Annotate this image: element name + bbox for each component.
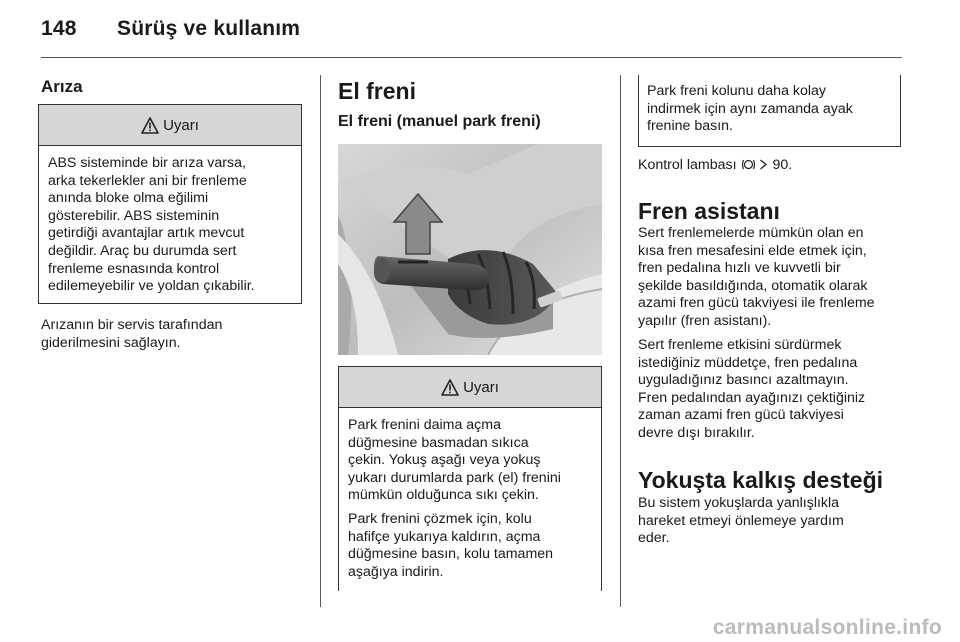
warning-text: ABS sisteminde bir arıza varsa, arka tekerlekler ani bir frenleme anında bloke olma eğilimi gösterebilir. ABS sisteminin getirdiği avantajlar artık mevcut değildir. Araç bu durumda sert frenleme esnasında kontrol edilemeyebilir ve yoldan çıkabilir. [48,155,255,295]
control-lamp-reference: Kontrol lambası 90. [638,157,793,173]
section-heading-ariza: Arıza [41,77,83,96]
warning-body [339,408,601,581]
warning-box-park-brake [338,366,602,591]
header-divider [41,57,902,58]
chapter-title: Sürüş ve kullanım [117,17,301,40]
warning-triangle-icon [441,379,459,396]
hill-start-paragraph: Bu sistem yokuşlarda yanlışlıkla hareket etmeyi önlemeye yardım eder. [638,495,844,547]
warning-text-2: Park frenini çözmek için, kolu hafifçe yukarıya kaldırın, açma düğmesine basın, kolu tamamen aşağıya indirin. [348,510,554,580]
brake-assist-paragraph-1: Sert frenlemelerde mümkün olan en kısa fren mesafesini elde etmek için, fren pedalına hızlı ve kuvvetli bir şekilde basıldığında, otomatik olarak azami fren gücü takviyesi ile frenleme yapılır (fren asistanı). [638,225,875,329]
brake-warning-lamp-icon [741,158,756,171]
warning-header [339,367,601,408]
section-title-hill-start: Yokuşta kalkış desteği [638,467,884,493]
column-divider-2 [620,75,621,607]
section-title-fren-asistani: Fren asistanı [638,198,780,224]
warning-label: Uyarı [463,378,499,396]
warning-triangle-icon [141,117,159,134]
warning-label: Uyarı [163,116,199,134]
warning-box-abs [38,104,302,304]
column-divider-1 [320,75,321,607]
handbrake-photo [338,144,602,355]
watermark: carmanualsonline.info [712,616,942,639]
warning-body [39,146,301,296]
repair-instruction: Arızanın bir servis tarafından giderilmesini sağlayın. [41,317,223,351]
handbrake-illustration [338,144,602,355]
section-subtitle: El freni (manuel park freni) [338,113,541,130]
warning-header [39,105,301,146]
warning-text-1: Park frenini daima açma düğmesine basmadan sıkıca çekin. Yokuş aşağı veya yokuş yukarı durumlarda park (el) frenini mümkün olduğunca sıkı çekin. [348,417,561,504]
section-title-el-freni: El freni [338,78,416,104]
brake-assist-paragraph-2: Sert frenleme etkisini sürdürmek istediğiniz müddetçe, fren pedalına uyguladığınız basıncı azaltmayın. Fren pedalından ayağınızı çektiğiniz zaman azami fren gücü takviyesi devre dışı bırakılır. [638,337,866,441]
page-number: 148 [41,17,77,40]
page-reference-arrow-icon [759,158,768,171]
continued-warning-box [638,75,901,147]
continued-warning-text: Park freni kolunu daha kolay indirmek için aynı zamanda ayak frenine basın. [647,83,853,135]
page-header [41,17,300,41]
